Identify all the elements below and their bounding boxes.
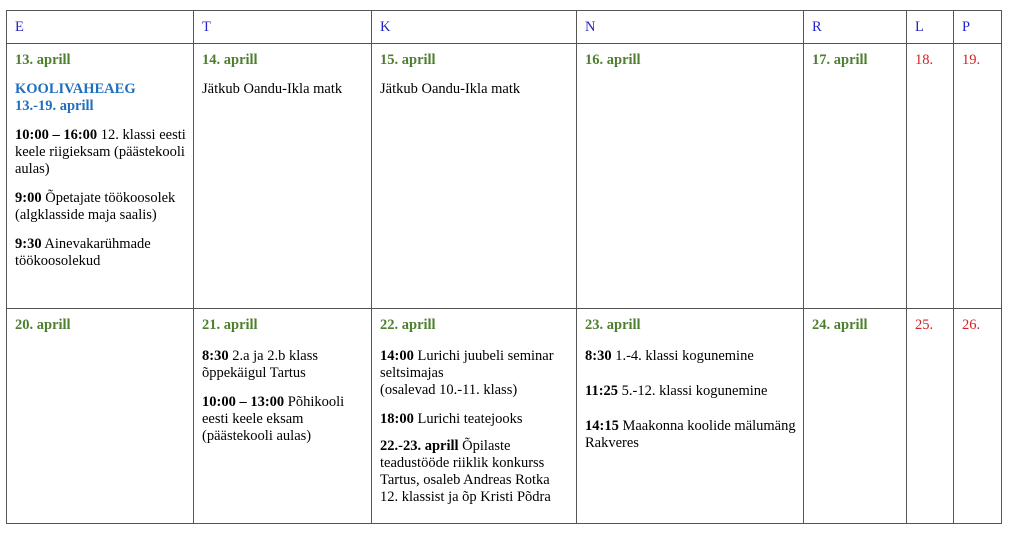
day-cell [372,309,577,524]
day-date: 25. [915,317,934,333]
event-time: 10:00 – 13:00 [202,394,285,410]
event-text: Maakonna koolide mälumäng Rakveres [585,418,796,451]
day-cell [194,44,372,309]
day-cell [907,309,954,524]
event-text: 1.-4. klassi kogunemine [611,348,754,364]
event-item [380,81,570,98]
header-tue: T [194,11,372,44]
day-date: 23. aprill [585,317,641,333]
day-cell [954,309,1002,524]
event-item [585,418,797,452]
header-mon: E [7,11,194,44]
event-time: 8:30 [585,348,612,364]
week-row [7,309,1002,524]
event-item [380,348,570,399]
event-item [202,348,365,382]
header-fri: R [804,11,907,44]
event-item [585,383,797,400]
header-row [7,11,1002,44]
day-date: 18. [915,52,934,68]
event-text: Jätkub Oandu-Ikla matk [380,81,521,97]
day-cell [577,309,804,524]
header-thu: N [577,11,804,44]
event-item [202,394,365,445]
day-date: 22. aprill [380,317,436,333]
event-text: Lurichi teatejooks [413,411,523,427]
day-cell [7,309,194,524]
day-date: 20. aprill [15,317,71,333]
event-time: 22.-23. aprill [380,438,459,454]
day-cell [372,44,577,309]
day-cell [907,44,954,309]
event-time: 14:00 [380,348,414,364]
day-date: 17. aprill [812,52,868,68]
event-item [15,127,187,178]
day-date: 19. [962,52,981,68]
day-date: 13. aprill [15,52,71,68]
holiday-label: KOOLIVAHEAEG 13.-19. aprill [15,81,136,114]
event-item [202,81,365,98]
day-cell [577,44,804,309]
event-text: Ainevakarühmade töökoosolekud [15,236,151,269]
day-date: 16. aprill [585,52,641,68]
day-cell [954,44,1002,309]
event-item [380,411,570,428]
event-text: 2.a ja 2.b klass õppekäigul Tartus [202,348,318,381]
event-time: 8:30 [202,348,229,364]
day-date: 21. aprill [202,317,258,333]
event-text: Põhikooli eesti keele eksam (päästekooli aulas) [202,394,345,444]
day-cell [194,309,372,524]
day-cell [804,44,907,309]
event-item [15,190,187,224]
week-row [7,44,1002,309]
header-sat: L [907,11,954,44]
day-date: 14. aprill [202,52,258,68]
day-cell [7,44,194,309]
calendar-table [6,10,1002,524]
day-cell [804,309,907,524]
event-time: 11:25 [585,383,619,399]
event-time: 10:00 – 16:00 [15,127,98,143]
day-date: 26. [962,317,981,333]
event-item [585,348,797,365]
event-time: 9:30 [15,236,42,252]
day-date: 24. aprill [812,317,868,333]
event-time: 14:15 [585,418,619,434]
event-item [15,236,187,270]
event-text: Õpetajate töökoosolek (algklasside maja saalis) [15,190,176,223]
event-time: 18:00 [380,411,414,427]
event-text: Lurichi juubeli seminar seltsimajas [380,348,554,381]
day-date: 15. aprill [380,52,436,68]
header-wed: K [372,11,577,44]
event-text: 5.-12. klassi kogunemine [618,383,768,399]
event-time: 9:00 [15,190,42,206]
header-sun: P [954,11,1002,44]
event-text: Õpilaste teadustööde riiklik konkurss Tartus, osaleb Andreas Rotka 12. klassist ja õp Kristi Põdra [380,438,551,505]
event-text: Jätkub Oandu-Ikla matk [202,81,343,97]
event-note: (osalevad 10.-11. klass) [380,382,518,398]
event-text: 12. klassi eesti keele riigieksam (päästekooli aulas) [15,127,186,177]
event-item [380,438,570,506]
